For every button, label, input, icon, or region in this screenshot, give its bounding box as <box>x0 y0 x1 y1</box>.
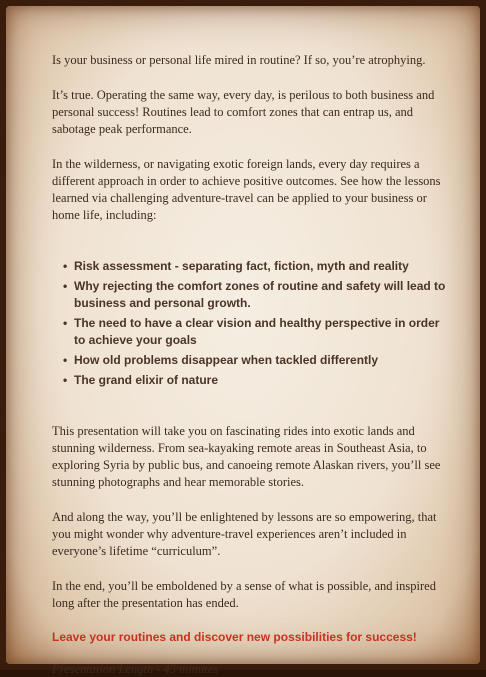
list-item: • The need to have a clear vision and healthy perspective in order to achieve your goals <box>63 316 440 347</box>
intro-paragraph-1: Is your business or personal life mired in routine? If so, you’re atrophying. <box>52 53 426 67</box>
bullet-icon: • <box>63 279 68 293</box>
list-item: • Why rejecting the comfort zones of routine and safety will lead to business and personal growth. <box>63 279 446 310</box>
bullet-icon: • <box>63 353 68 367</box>
list-item: • How old problems disappear when tackled differently <box>63 353 379 367</box>
call-to-action: Leave your routines and discover new possibilities for success! <box>52 630 417 644</box>
presentation-length: Presentation Length - 45 minutes <box>52 662 219 676</box>
intro-paragraph-2: It’s true. Operating the same way, every day, is perilous to both business and personal success! Routines lead to comfort zones that can entrap us, and sabotage peak performance. <box>52 88 435 136</box>
bullet-icon: • <box>63 316 68 330</box>
key-points-list <box>52 258 446 389</box>
bullet-icon: • <box>63 259 68 273</box>
details-paragraph-1: This presentation will take you on fascinating rides into exotic lands and stunning wilderness. From sea-kayaking remote areas in Southeast Asia, to exploring Syria by public bus, and canoeing remote Alaskan rivers, you’ll see stunning photographs and hear memorable stories. <box>52 424 441 489</box>
parchment-panel <box>6 6 480 676</box>
intro-paragraph-3: In the wilderness, or navigating exotic foreign lands, every day requires a different approach in order to achieve positive outcomes. See how the lessons learned via challenging adventure-travel can be applied to your business or home life, including: <box>52 157 441 222</box>
details-paragraph-3: In the end, you’ll be emboldened by a sense of what is possible, and inspired long after the presentation has ended. <box>52 579 436 610</box>
bullet-icon: • <box>63 373 68 387</box>
details-paragraph-2: And along the way, you’ll be enlightened by lessons are so empowering, that you might wonder why adventure-travel experiences aren’t included in everyone’s lifetime “curriculum”. <box>52 510 437 558</box>
list-item: • Risk assessment - separating fact, fiction, myth and reality <box>63 259 409 273</box>
list-item: • The grand elixir of nature <box>63 373 219 387</box>
